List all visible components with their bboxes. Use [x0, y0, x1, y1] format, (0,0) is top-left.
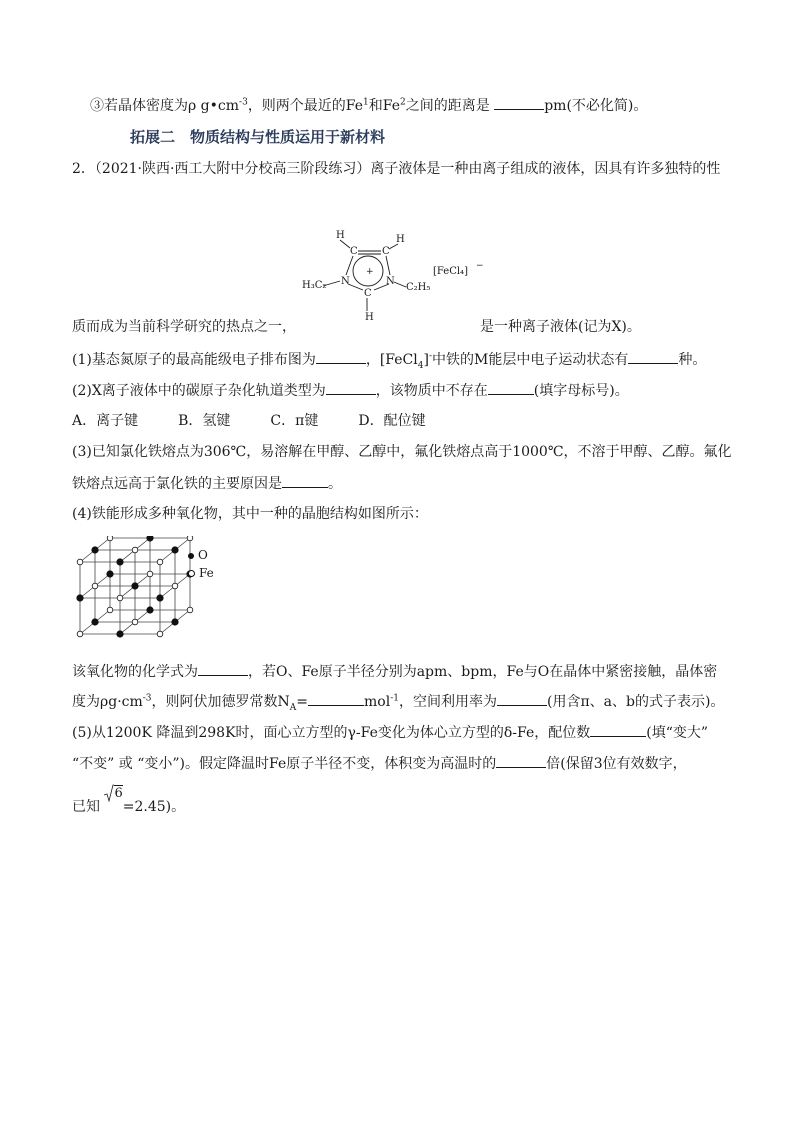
legend-fe [188, 564, 214, 582]
text: ，该物质中不存在 [375, 383, 488, 399]
radical-sign-icon [104, 784, 114, 802]
text: 铁熔点远高于氯化铁的主要原因是 [72, 476, 282, 492]
question-2-part-5-line-2 [72, 754, 687, 773]
fe-atom [117, 595, 123, 601]
o-atom [107, 571, 113, 577]
text: (1)基态氮原子的最高能级电子排布图为 [72, 352, 316, 368]
mol-c-right: C [382, 246, 390, 257]
radicand: 6 [114, 786, 123, 801]
o-atom [117, 631, 123, 637]
text: 该氧化物的化学式为 [72, 664, 198, 680]
text: (填“变大” [646, 725, 709, 741]
text: = [296, 694, 309, 710]
text: 中铁的M能层中电子运动状态有 [431, 352, 629, 368]
o-atom [117, 559, 123, 565]
answer-blank[interactable] [488, 381, 534, 395]
o-atom [92, 547, 98, 553]
fe-atom [187, 536, 193, 541]
text: 倍(保留3位有效数字， [546, 756, 687, 772]
legend-fe-label: Fe [199, 566, 214, 580]
superscript: -3 [142, 693, 152, 704]
superscript: 1 [363, 97, 369, 108]
o-atom [92, 619, 98, 625]
question-1-part-3 [90, 96, 647, 115]
text: 和Fe [368, 98, 401, 114]
fe-atom [132, 547, 138, 553]
answer-blank[interactable] [628, 350, 678, 364]
section-heading: 拓展二 物质结构与性质运用于新材料 [130, 128, 386, 146]
fe-atom [157, 559, 163, 565]
question-2-intro: 2．（2021·陕西·西工大附中分校高三阶段练习）离子液体是一种由离子组成的液体，因具有许多独特的性 [72, 161, 721, 177]
text: 已知 [72, 799, 100, 815]
text: 。 [328, 476, 342, 492]
fe-atom [132, 619, 138, 625]
o-atom [147, 536, 153, 541]
answer-blank[interactable] [497, 692, 547, 706]
mol-n-left: N [341, 276, 350, 287]
answer-blank[interactable] [198, 662, 248, 676]
text: (填字母标号)。 [533, 383, 629, 399]
answer-blank[interactable] [496, 754, 546, 768]
legend-o [188, 546, 214, 564]
subscript: 4 [417, 360, 424, 371]
answer-blank[interactable] [316, 350, 366, 364]
question-2-part-3-line-1: (3)已知氯化铁熔点为306℃，易溶解在甲醇、乙醇中，氟化铁熔点高于1000℃，不溶于甲醇、乙醇。氟化 [72, 444, 732, 460]
fe-atom [107, 536, 113, 541]
fe-atom [107, 607, 113, 613]
fe-atom [77, 559, 83, 565]
o-atom [132, 583, 138, 589]
question-2-intro-cont-a: 质而成为当前科学研究的热点之一， [72, 319, 296, 335]
o-atom [172, 619, 178, 625]
text: ] [423, 352, 429, 368]
answer-blank[interactable] [308, 692, 364, 706]
option-c[interactable]: C．π键 [270, 413, 319, 429]
text: 度为ρg·cm [72, 694, 143, 710]
text: 种。 [678, 352, 707, 368]
fe-atom [187, 607, 193, 613]
question-2-part-5-line-1 [72, 723, 708, 742]
question-2-part-2 [72, 381, 629, 400]
answer-blank[interactable] [590, 723, 646, 737]
option-a[interactable]: A．离子键 [72, 413, 139, 429]
text: (2)X离子液体中的碳原子杂化轨道类型为 [72, 383, 326, 399]
subscript: A [289, 702, 297, 713]
mol-c-bottom: C [364, 288, 372, 299]
text: pm(不必化简)。 [544, 98, 648, 114]
question-2-part-3-line-2 [72, 474, 342, 493]
text: ，空间利用率为 [399, 694, 497, 710]
superscript: -3 [239, 97, 248, 108]
fe-atom [172, 583, 178, 589]
o-atom [172, 547, 178, 553]
square-root-6 [104, 784, 122, 803]
mol-anion-charge: − [476, 261, 484, 271]
question-2-intro-cont-b: 是一种离子液体(记为X)。 [480, 319, 641, 335]
legend-o-label: O [198, 548, 208, 562]
text: (5)从1200K 降温到298K时，面心立方型的γ-Fe变化为体心立方型的δ-Fe，配位数 [72, 725, 591, 741]
superscript: - [428, 351, 432, 362]
mol-right-group: C₂H₅ [406, 282, 431, 293]
superscript: 2 [400, 97, 406, 108]
option-b[interactable]: B．氢键 [178, 413, 231, 429]
mol-n-right: N [386, 276, 395, 287]
imidazolium-structure-diagram [296, 224, 486, 324]
question-2-options [72, 412, 466, 430]
text: “不变” 或 “变小”)。假定降温时Fe原子半径不变，体积变为高温时的 [72, 756, 497, 772]
fe-atom [77, 631, 83, 637]
text: =2.45)。 [122, 799, 186, 815]
question-2-part-4: (4)铁能形成多种氧化物，其中一种的晶胞结构如图所示： [72, 506, 428, 522]
o-atom [157, 595, 163, 601]
mol-h-top-right: H [396, 234, 405, 245]
text: ，若O、Fe原子半径分别为apm、bpm，Fe与O在晶体中紧密接触，晶体密 [248, 664, 718, 680]
mol-c-left: C [350, 246, 358, 257]
crystal-legend [188, 546, 214, 582]
answer-blank[interactable] [326, 381, 376, 395]
mol-h-bottom: H [365, 312, 374, 323]
fe-atom [147, 571, 153, 577]
mol-anion: [FeCl₄] [433, 266, 468, 277]
superscript: -1 [390, 693, 399, 704]
fe-atom [157, 631, 163, 637]
text: (用含π、a、b的式子表示)。 [547, 694, 725, 710]
option-d[interactable]: D．配位键 [358, 413, 426, 429]
fe-atom [92, 583, 98, 589]
text: ，则阿伏加德罗常数N [151, 694, 290, 710]
text: ，则两个最近的Fe [247, 98, 364, 114]
question-2-part-5-line-3 [72, 786, 186, 817]
question-2-part-4-line-1 [72, 662, 717, 681]
mol-h-top-left: H [336, 230, 345, 241]
answer-blank[interactable] [282, 474, 328, 488]
o-atom [147, 607, 153, 613]
text: ，[FeCl [365, 352, 418, 368]
mol-plus: + [366, 267, 374, 277]
answer-blank[interactable] [494, 96, 544, 110]
text: ③若晶体密度为ρ g•cm [90, 98, 240, 114]
o-atom [77, 595, 83, 601]
text: 之间的距离是 [405, 98, 490, 114]
question-2-part-4-line-2 [72, 692, 724, 711]
question-2-part-1 [72, 350, 706, 369]
mol-left-group: H₃C₂ [302, 280, 327, 291]
text: mol [364, 694, 391, 710]
